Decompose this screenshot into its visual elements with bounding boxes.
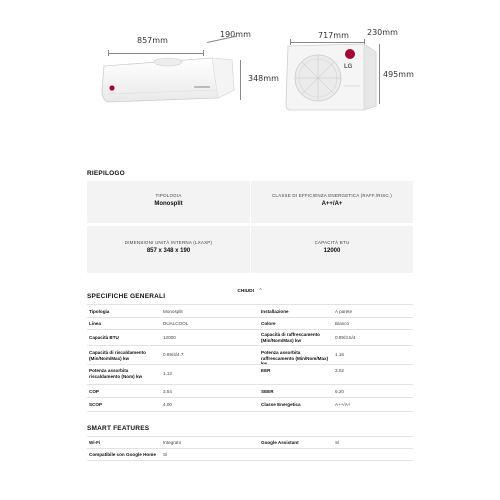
specs-value: A parete <box>335 309 353 314</box>
outdoor-width-label: 717mm <box>318 31 349 40</box>
specs-title: SPECIFICHE GENERALI <box>87 293 166 300</box>
outdoor-unit-illustration <box>284 40 380 112</box>
smart-value: Integrato <box>163 440 182 445</box>
specs-separator <box>87 364 413 365</box>
specs-label: Classe Energetica <box>261 402 301 407</box>
specs-value: 4.00 <box>163 402 172 407</box>
smart-label: Google Assistant <box>261 440 299 445</box>
summary-value-tipologia: Monosplit <box>154 201 183 207</box>
smart-label: Compatibile con Google Home <box>89 452 156 457</box>
specs-label: Potenza assorbita riscaldamento (Nom) kw <box>89 368 143 379</box>
summary-label-classe: CLASSE DI EFFICIENZA ENERGETICA (RAFF./RISC.) <box>271 193 393 198</box>
specs-separator <box>87 384 413 385</box>
specs-value: 0.89/4/4.7 <box>163 352 184 357</box>
specs-label: Linea <box>89 321 101 326</box>
specs-label: SEER <box>261 389 274 394</box>
indoor-height-line <box>240 60 241 100</box>
summary-value-dimensioni: 857 x 348 x 190 <box>146 248 191 254</box>
specs-separator <box>87 329 413 330</box>
specs-value: 3.54 <box>163 389 172 394</box>
close-summary-button[interactable] <box>230 279 270 294</box>
specs-separator <box>87 304 413 305</box>
close-summary-label: CHIUDI <box>237 289 254 294</box>
specs-label: Capacità di riscaldamento (Min/Nom/Max) kw <box>89 350 146 361</box>
product-image-area <box>0 0 500 150</box>
smart-separator <box>87 460 413 461</box>
chevron-up-icon: ⌃ <box>258 288 263 294</box>
specs-value: 6.20 <box>335 389 344 394</box>
specs-value: Monosplit <box>163 309 183 314</box>
specs-label: COP <box>89 389 99 394</box>
specs-label: SCOP <box>89 402 103 407</box>
summary-value-capacita: 12000 <box>323 248 341 254</box>
specs-label: Tipologia <box>89 309 110 314</box>
smart-separator <box>87 448 413 449</box>
specs-value: 12000 <box>163 335 176 340</box>
indoor-width-label: 857mm <box>137 36 168 45</box>
specs-value: 3.02 <box>335 368 344 373</box>
smart-separator <box>87 436 413 437</box>
specs-value: 0.89/3.5/4 <box>335 335 356 340</box>
specs-separator <box>87 317 413 318</box>
specs-table <box>87 304 413 422</box>
smart-value: Sì <box>335 440 340 445</box>
smart-table <box>87 436 413 466</box>
specs-value: 1.16 <box>335 352 344 357</box>
specs-value: Bianco <box>335 321 350 326</box>
specs-separator <box>87 345 413 346</box>
summary-title: RIEPILOGO <box>87 170 125 177</box>
outdoor-depth-label: 230mm <box>367 28 398 37</box>
smart-title: SMART FEATURES <box>87 425 150 432</box>
summary-label-capacita: CAPACITÀ BTU <box>314 240 350 245</box>
summary-label-tipologia: TIPOLOGIA <box>155 193 182 198</box>
specs-separator <box>87 411 413 412</box>
specs-label: Capacità BTU <box>89 335 119 340</box>
indoor-depth-label: 190mm <box>220 30 251 39</box>
smart-value: Sì <box>163 452 168 457</box>
specs-value: 1.13 <box>163 371 172 376</box>
smart-label: Wi-Fi <box>89 440 101 445</box>
specs-value: A++/A+ <box>335 402 351 407</box>
outdoor-height-label: 495mm <box>383 70 414 79</box>
indoor-unit-illustration <box>100 50 240 110</box>
specs-label: Installazione <box>261 309 289 314</box>
specs-label: EER <box>261 368 271 373</box>
specs-separator <box>87 397 413 398</box>
specs-label: Potenza assorbita raffrescamento (Min/Nom/Max) kw <box>261 350 329 366</box>
specs-value: DUALCOOL <box>163 321 189 326</box>
outdoor-logo-text: LG <box>344 64 353 70</box>
summary-value-classe: A++/A+ <box>321 201 343 207</box>
specs-label: Colore <box>261 321 276 326</box>
indoor-height-label: 348mm <box>248 74 279 83</box>
specs-label: Capacità di raffrescamento (Min/Nom/Max) kw <box>261 332 320 343</box>
summary-label-dimensioni: DIMENSIONI UNITÀ INTERNA (LXAXP) <box>124 240 213 245</box>
